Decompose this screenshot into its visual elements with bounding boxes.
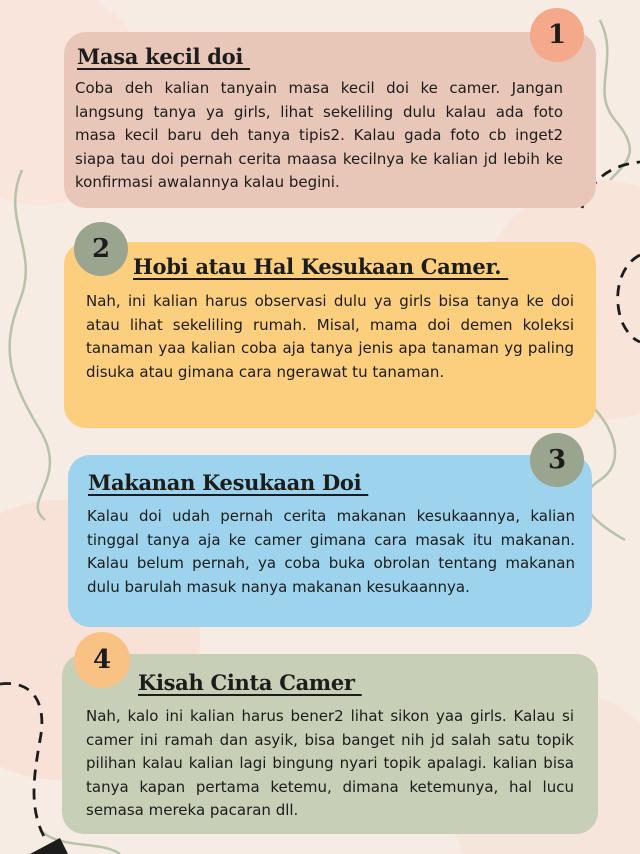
tip-1-number: 1 — [547, 20, 567, 50]
tip-2-title: Hobi atau Hal Kesukaan Camer. — [133, 254, 509, 279]
tip-3-number: 3 — [547, 445, 567, 475]
tip-2-number: 2 — [91, 234, 111, 264]
tip-4-body: Nah, kalo ini kalian harus bener2 lihat sikon yaa girls. Kalau si camer ini ramah dan asyik, bisa banget nih jd salah satu topik pilihan kalau kalian lagi bingung nyari topik apalagi. kalian bisa tanya kapan pertama ketemu, dimana ketemunya, hal lucu semasa mereka pacaran dll. — [86, 707, 574, 819]
tip-4-title: Kisah Cinta Camer — [138, 670, 362, 695]
tip-1-body: Coba deh kalian tanyain masa kecil doi ke camer. Jangan langsung tanya ya girls, lihat sekeliling dulu kalau ada foto masa kecil baru deh tanya tipis2. Kalau gada foto cb inget2 siapa tau doi pernah cerita maasa kecilnya ke kalian jd lebih ke konfirmasi awalannya kalau begini. — [75, 79, 563, 191]
tip-3-number-badge — [530, 433, 584, 487]
tip-2-body: Nah, ini kalian harus observasi dulu ya girls bisa tanya ke doi atau lihat sekeliling rumah. Misal, mama doi demen koleksi tanaman yaa kalian coba aja tanya jenis apa tanaman yg paling disuka atau gimana cara ngerawat tu tanaman. — [86, 292, 574, 381]
tip-3-title: Makanan Kesukaan Doi — [88, 470, 369, 495]
tip-1-title: Masa kecil doi — [77, 44, 251, 69]
tip-4-number-badge — [74, 632, 130, 688]
tip-1-number-badge — [530, 8, 584, 62]
tip-4-number: 4 — [92, 645, 112, 675]
tip-2-number-badge — [74, 222, 128, 276]
tip-3-body: Kalau doi udah pernah cerita makanan kesukaannya, kalian tinggal tanya aja ke camer gimana cara masak itu makanan. Kalau belum pernah, ya coba buka obrolan tentang makanan dulu barulah masuk nanya makanan kesukaannya. — [87, 507, 575, 596]
